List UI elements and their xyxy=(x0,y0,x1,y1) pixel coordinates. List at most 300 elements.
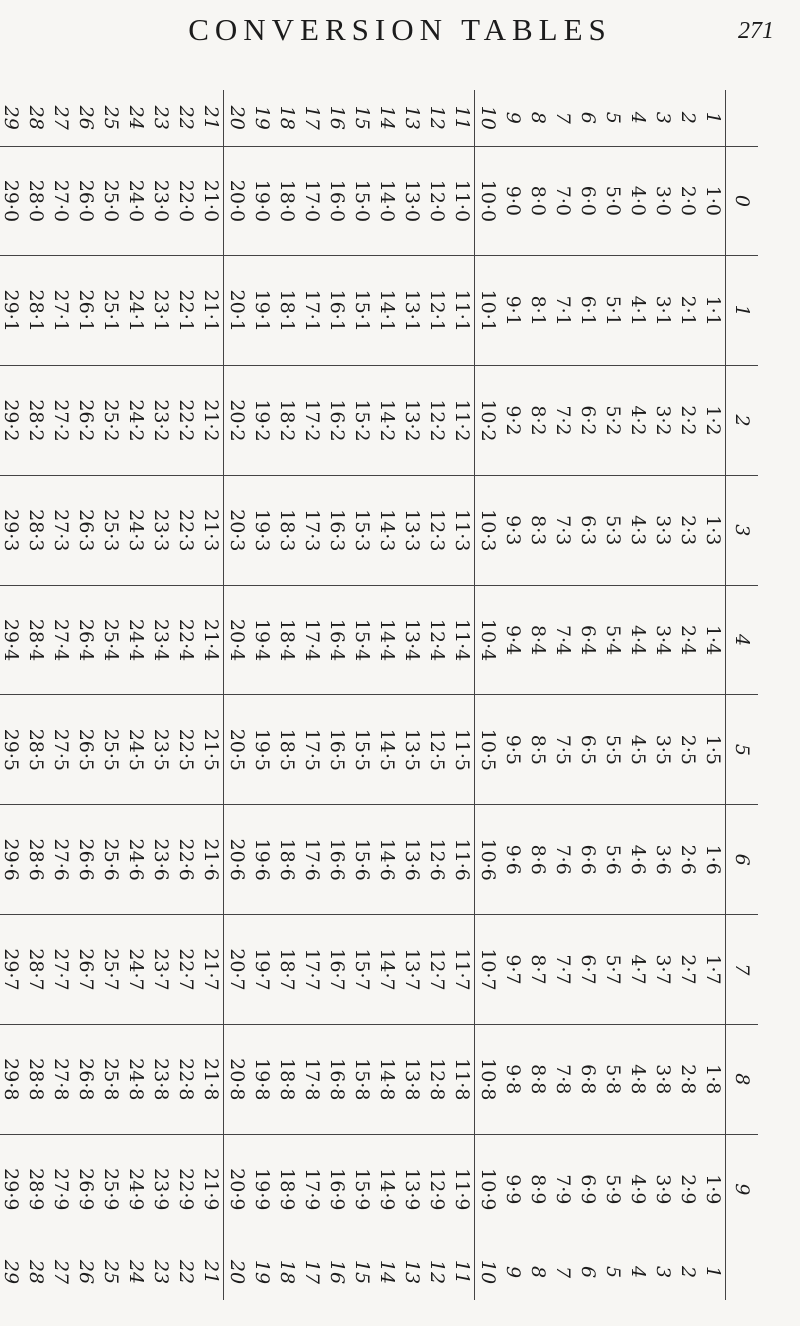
page-number: 271 xyxy=(738,18,774,44)
column-header: 4 xyxy=(726,585,759,695)
table-cell: 29·8 xyxy=(0,1024,23,1134)
row-number-left: 19 xyxy=(251,105,273,130)
table-body xyxy=(0,90,726,1300)
table-cell: 6·1 xyxy=(575,256,600,366)
table-cell: 25·2 xyxy=(98,366,123,476)
table-cell: 8·4 xyxy=(525,585,550,695)
table-cell: 25·9 xyxy=(98,1134,123,1244)
row-number-left: 12 xyxy=(426,105,448,130)
table-cell: 15·3 xyxy=(349,475,374,585)
table-cell: 13·9 xyxy=(399,1134,424,1244)
table-cell: 19·6 xyxy=(249,805,274,915)
table-cell: 10·3 xyxy=(475,475,501,585)
row-number-right: 6 xyxy=(577,1265,599,1279)
table-cell: 2·4 xyxy=(675,585,700,695)
table-cell: 25·5 xyxy=(98,695,123,805)
corner-cell xyxy=(726,1244,759,1300)
table-cell: 23·2 xyxy=(148,366,173,476)
table-cell: 14·8 xyxy=(374,1024,399,1134)
table-cell: 6·5 xyxy=(575,695,600,805)
table-cell: 14·5 xyxy=(374,695,399,805)
table-cell: 23·0 xyxy=(148,146,173,256)
table-cell: 23·7 xyxy=(148,915,173,1025)
page-title: CONVERSION TABLES xyxy=(188,12,612,47)
corner-cell xyxy=(726,90,759,146)
table-cell: 22·8 xyxy=(173,1024,198,1134)
table-cell: 21·3 xyxy=(198,475,224,585)
table-cell: 19·5 xyxy=(249,695,274,805)
row-number-right: 27 xyxy=(50,1259,72,1285)
table-cell: 9·6 xyxy=(500,805,525,915)
table-cell: 1·4 xyxy=(700,585,726,695)
table-cell: 13·1 xyxy=(399,256,424,366)
table-cell: 25·7 xyxy=(98,915,123,1025)
table-cell: 7·5 xyxy=(550,695,575,805)
row-number-left: 20 xyxy=(226,105,248,130)
table-cell: 6·0 xyxy=(575,146,600,256)
table-cell: 16·1 xyxy=(324,256,349,366)
column-header-row xyxy=(726,90,759,1300)
table-row xyxy=(525,90,550,1300)
table-cell: 13·5 xyxy=(399,695,424,805)
table-cell: 11·0 xyxy=(449,146,475,256)
table-cell: 20·5 xyxy=(224,695,250,805)
table-cell: 25·6 xyxy=(98,805,123,915)
table-cell: 20·8 xyxy=(224,1024,250,1134)
row-number-left: 11 xyxy=(449,90,475,146)
table-cell: 25·0 xyxy=(98,146,123,256)
table-cell: 17·5 xyxy=(299,695,324,805)
table-cell: 1·2 xyxy=(700,366,726,476)
table-cell: 29·9 xyxy=(0,1134,23,1244)
table-cell: 20·0 xyxy=(224,146,250,256)
table-cell: 2·2 xyxy=(675,366,700,476)
table-cell: 13·3 xyxy=(399,475,424,585)
row-number-right: 19 xyxy=(251,1259,273,1285)
table-cell: 4·6 xyxy=(625,805,650,915)
table-cell: 11·6 xyxy=(449,805,475,915)
table-cell: 24·8 xyxy=(123,1024,148,1134)
table-cell: 27·6 xyxy=(48,805,73,915)
table-row xyxy=(625,90,650,1300)
table-cell: 26·7 xyxy=(73,915,98,1025)
table-cell: 12·6 xyxy=(424,805,449,915)
table-cell: 9·8 xyxy=(500,1024,525,1134)
table-cell: 9·1 xyxy=(500,256,525,366)
table-cell: 7·4 xyxy=(550,585,575,695)
table-cell: 16·2 xyxy=(324,366,349,476)
table-cell: 21·9 xyxy=(198,1134,224,1244)
table-cell: 5·5 xyxy=(600,695,625,805)
table-cell: 13·2 xyxy=(399,366,424,476)
table-cell: 20·2 xyxy=(224,366,250,476)
table-cell: 10·5 xyxy=(475,695,501,805)
table-cell: 2·6 xyxy=(675,805,700,915)
table-cell: 18·2 xyxy=(274,366,299,476)
table-cell: 29·2 xyxy=(0,366,23,476)
table-cell: 21·1 xyxy=(198,256,224,366)
table-cell: 22·6 xyxy=(173,805,198,915)
table-cell: 26·3 xyxy=(73,475,98,585)
table-cell: 1·6 xyxy=(700,805,726,915)
table-cell: 1·1 xyxy=(700,256,726,366)
table-cell: 15·6 xyxy=(349,805,374,915)
row-number-right: 12 xyxy=(426,1259,448,1285)
table-cell: 25·1 xyxy=(98,256,123,366)
table-cell: 13·8 xyxy=(399,1024,424,1134)
column-header: 0 xyxy=(726,146,759,256)
table-row xyxy=(475,90,501,1300)
table-cell: 7·3 xyxy=(550,475,575,585)
table-cell: 2·1 xyxy=(675,256,700,366)
table-cell: 17·6 xyxy=(299,805,324,915)
table-cell: 19·3 xyxy=(249,475,274,585)
table-cell: 8·7 xyxy=(525,915,550,1025)
table-cell: 26·1 xyxy=(73,256,98,366)
table-cell: 12·0 xyxy=(424,146,449,256)
table-cell: 20·7 xyxy=(224,915,250,1025)
table-cell: 21·7 xyxy=(198,915,224,1025)
table-cell: 9·5 xyxy=(500,695,525,805)
table-cell: 22·2 xyxy=(173,366,198,476)
table-row xyxy=(198,90,224,1300)
table-cell: 4·5 xyxy=(625,695,650,805)
table-cell: 27·9 xyxy=(48,1134,73,1244)
table-cell: 10·2 xyxy=(475,366,501,476)
table-cell: 17·4 xyxy=(299,585,324,695)
table-cell: 9·9 xyxy=(500,1134,525,1244)
table-row xyxy=(73,90,98,1300)
table-row xyxy=(349,90,374,1300)
row-number-right: 4 xyxy=(627,1265,649,1279)
table-cell: 2·7 xyxy=(675,915,700,1025)
table-cell: 26·4 xyxy=(73,585,98,695)
table-cell: 16·3 xyxy=(324,475,349,585)
table-cell: 8·1 xyxy=(525,256,550,366)
table-cell: 7·1 xyxy=(550,256,575,366)
table-cell: 10·7 xyxy=(475,915,501,1025)
table-row xyxy=(675,90,700,1300)
table-cell: 22·5 xyxy=(173,695,198,805)
row-number-left: 26 xyxy=(75,105,97,130)
row-number-left: 9 xyxy=(502,111,524,124)
table-cell: 3·7 xyxy=(650,915,675,1025)
table-cell: 21·8 xyxy=(198,1024,224,1134)
table-cell: 16·5 xyxy=(324,695,349,805)
table-cell: 4·9 xyxy=(625,1134,650,1244)
row-number-right: 3 xyxy=(652,1265,674,1279)
row-number-right: 29 xyxy=(0,1259,22,1285)
table-cell: 19·1 xyxy=(249,256,274,366)
row-number-left: 18 xyxy=(276,105,298,130)
table-cell: 28·3 xyxy=(23,475,48,585)
row-number-left: 27 xyxy=(50,105,72,130)
table-cell: 26·2 xyxy=(73,366,98,476)
row-number-right: 16 xyxy=(326,1259,348,1285)
row-number-left: 4 xyxy=(627,111,649,124)
table-cell: 7·9 xyxy=(550,1134,575,1244)
table-cell: 14·1 xyxy=(374,256,399,366)
table-cell: 12·9 xyxy=(424,1134,449,1244)
table-cell: 24·5 xyxy=(123,695,148,805)
table-cell: 9·2 xyxy=(500,366,525,476)
table-cell: 21·6 xyxy=(198,805,224,915)
table-cell: 18·7 xyxy=(274,915,299,1025)
table-cell: 12·5 xyxy=(424,695,449,805)
row-number-left: 3 xyxy=(652,111,674,124)
row-number-left: 8 xyxy=(527,111,549,124)
table-row xyxy=(48,90,73,1300)
table-cell: 3·4 xyxy=(650,585,675,695)
table-cell: 19·7 xyxy=(249,915,274,1025)
table-row xyxy=(650,90,675,1300)
table-cell: 23·6 xyxy=(148,805,173,915)
table-cell: 4·7 xyxy=(625,915,650,1025)
row-number-left: 14 xyxy=(376,105,398,130)
table-cell: 23·9 xyxy=(148,1134,173,1244)
table-cell: 16·9 xyxy=(324,1134,349,1244)
row-number-left: 10 xyxy=(477,105,499,130)
table-row xyxy=(575,90,600,1300)
table-row xyxy=(399,90,424,1300)
table-row xyxy=(98,90,123,1300)
table-cell: 1·8 xyxy=(700,1024,726,1134)
table-cell: 12·3 xyxy=(424,475,449,585)
row-number-right: 11 xyxy=(449,1244,475,1300)
row-number-right: 24 xyxy=(125,1259,147,1285)
table-cell: 18·8 xyxy=(274,1024,299,1134)
table-cell: 27·2 xyxy=(48,366,73,476)
table-cell: 2·5 xyxy=(675,695,700,805)
table-cell: 24·1 xyxy=(123,256,148,366)
table-cell: 1·7 xyxy=(700,915,726,1025)
table-cell: 21·2 xyxy=(198,366,224,476)
table-cell: 28·6 xyxy=(23,805,48,915)
row-number-left: 17 xyxy=(301,105,323,130)
table-cell: 13·4 xyxy=(399,585,424,695)
row-number-right: 2 xyxy=(677,1265,699,1279)
table-cell: 17·7 xyxy=(299,915,324,1025)
table-cell: 5·1 xyxy=(600,256,625,366)
table-cell: 15·0 xyxy=(349,146,374,256)
table-cell: 5·8 xyxy=(600,1024,625,1134)
row-number-right: 15 xyxy=(351,1259,373,1285)
table-cell: 14·0 xyxy=(374,146,399,256)
table-cell: 4·8 xyxy=(625,1024,650,1134)
table-row xyxy=(424,90,449,1300)
table-cell: 16·0 xyxy=(324,146,349,256)
table-cell: 14·2 xyxy=(374,366,399,476)
table-cell: 17·8 xyxy=(299,1024,324,1134)
table-cell: 29·1 xyxy=(0,256,23,366)
table-cell: 26·5 xyxy=(73,695,98,805)
table-cell: 21·0 xyxy=(198,146,224,256)
column-header: 6 xyxy=(726,805,759,915)
row-number-left: 5 xyxy=(602,111,624,124)
table-row xyxy=(550,90,575,1300)
table-cell: 14·9 xyxy=(374,1134,399,1244)
table-cell: 6·2 xyxy=(575,366,600,476)
table-cell: 15·8 xyxy=(349,1024,374,1134)
table-cell: 17·9 xyxy=(299,1134,324,1244)
row-number-left: 15 xyxy=(351,105,373,130)
row-number-left: 13 xyxy=(401,105,423,130)
row-number-left: 21 xyxy=(198,90,224,146)
table-cell: 3·3 xyxy=(650,475,675,585)
table-cell: 7·7 xyxy=(550,915,575,1025)
table-cell: 25·4 xyxy=(98,585,123,695)
table-cell: 4·3 xyxy=(625,475,650,585)
table-cell: 8·6 xyxy=(525,805,550,915)
table-cell: 18·3 xyxy=(274,475,299,585)
table-cell: 11·9 xyxy=(449,1134,475,1244)
table-row xyxy=(173,90,198,1300)
table-cell: 14·3 xyxy=(374,475,399,585)
table-cell: 18·6 xyxy=(274,805,299,915)
table-cell: 22·1 xyxy=(173,256,198,366)
table-cell: 22·7 xyxy=(173,915,198,1025)
table-cell: 24·6 xyxy=(123,805,148,915)
table-cell: 12·8 xyxy=(424,1024,449,1134)
table-cell: 18·0 xyxy=(274,146,299,256)
row-number-right: 1 xyxy=(702,1265,724,1279)
table-cell: 19·9 xyxy=(249,1134,274,1244)
table-cell: 11·7 xyxy=(449,915,475,1025)
table-cell: 3·6 xyxy=(650,805,675,915)
table-cell: 3·2 xyxy=(650,366,675,476)
table-row xyxy=(299,90,324,1300)
table-cell: 4·4 xyxy=(625,585,650,695)
table-row xyxy=(324,90,349,1300)
table-cell: 26·8 xyxy=(73,1024,98,1134)
row-number-right: 18 xyxy=(276,1259,298,1285)
table-cell: 1·3 xyxy=(700,475,726,585)
table-cell: 27·4 xyxy=(48,585,73,695)
column-header: 8 xyxy=(726,1024,759,1134)
conversion-table xyxy=(0,90,758,1300)
table-cell: 4·1 xyxy=(625,256,650,366)
table-cell: 23·3 xyxy=(148,475,173,585)
table-cell: 2·3 xyxy=(675,475,700,585)
table-cell: 1·0 xyxy=(700,146,726,256)
table-cell: 14·6 xyxy=(374,805,399,915)
row-number-right: 10 xyxy=(477,1259,499,1285)
row-number-right: 9 xyxy=(502,1265,524,1279)
table-cell: 28·5 xyxy=(23,695,48,805)
table-cell: 29·5 xyxy=(0,695,23,805)
table-cell: 23·5 xyxy=(148,695,173,805)
table-cell: 5·0 xyxy=(600,146,625,256)
table-cell: 12·2 xyxy=(424,366,449,476)
table-cell: 15·7 xyxy=(349,915,374,1025)
table-cell: 27·0 xyxy=(48,146,73,256)
table-cell: 10·1 xyxy=(475,256,501,366)
table-cell: 28·7 xyxy=(23,915,48,1025)
row-number-right: 21 xyxy=(198,1244,224,1300)
row-number-left: 23 xyxy=(150,105,172,130)
row-number-left: 2 xyxy=(677,111,699,124)
page-header xyxy=(0,0,800,100)
table-cell: 28·8 xyxy=(23,1024,48,1134)
table-cell: 10·4 xyxy=(475,585,501,695)
table-cell: 9·0 xyxy=(500,146,525,256)
row-number-left: 6 xyxy=(577,111,599,124)
row-number-right: 5 xyxy=(602,1265,624,1279)
table-row xyxy=(249,90,274,1300)
table-row xyxy=(600,90,625,1300)
table-cell: 15·9 xyxy=(349,1134,374,1244)
table-cell: 13·7 xyxy=(399,915,424,1025)
table-cell: 26·0 xyxy=(73,146,98,256)
table-cell: 3·5 xyxy=(650,695,675,805)
table-header xyxy=(726,90,759,1300)
table-row xyxy=(700,90,726,1300)
table-cell: 15·1 xyxy=(349,256,374,366)
table-cell: 20·1 xyxy=(224,256,250,366)
row-number-left: 1 xyxy=(702,111,724,124)
table-cell: 24·0 xyxy=(123,146,148,256)
table-cell: 29·7 xyxy=(0,915,23,1025)
column-header: 1 xyxy=(726,256,759,366)
table-cell: 28·4 xyxy=(23,585,48,695)
table-cell: 15·4 xyxy=(349,585,374,695)
table-cell: 11·1 xyxy=(449,256,475,366)
row-number-left: 29 xyxy=(0,105,22,130)
table-cell: 22·3 xyxy=(173,475,198,585)
table-cell: 10·8 xyxy=(475,1024,501,1134)
row-number-right: 25 xyxy=(100,1259,122,1285)
table-row xyxy=(0,90,23,1300)
table-cell: 28·1 xyxy=(23,256,48,366)
table-cell: 9·7 xyxy=(500,915,525,1025)
table-cell: 2·8 xyxy=(675,1024,700,1134)
table-cell: 7·2 xyxy=(550,366,575,476)
table-cell: 27·5 xyxy=(48,695,73,805)
table-cell: 11·2 xyxy=(449,366,475,476)
table-cell: 18·9 xyxy=(274,1134,299,1244)
table-cell: 5·3 xyxy=(600,475,625,585)
table-cell: 5·7 xyxy=(600,915,625,1025)
column-header: 7 xyxy=(726,915,759,1025)
table-row xyxy=(148,90,173,1300)
row-number-right: 20 xyxy=(226,1259,248,1285)
table-cell: 3·0 xyxy=(650,146,675,256)
table-cell: 6·9 xyxy=(575,1134,600,1244)
table-cell: 22·4 xyxy=(173,585,198,695)
table-cell: 7·6 xyxy=(550,805,575,915)
table-cell: 29·4 xyxy=(0,585,23,695)
column-header: 9 xyxy=(726,1134,759,1244)
table-cell: 12·4 xyxy=(424,585,449,695)
table-cell: 17·3 xyxy=(299,475,324,585)
table-row xyxy=(23,90,48,1300)
table-cell: 29·6 xyxy=(0,805,23,915)
table-cell: 8·8 xyxy=(525,1024,550,1134)
table-cell: 25·8 xyxy=(98,1024,123,1134)
row-number-right: 28 xyxy=(25,1259,47,1285)
table-row xyxy=(224,90,250,1300)
table-cell: 8·3 xyxy=(525,475,550,585)
table-cell: 24·2 xyxy=(123,366,148,476)
table-cell: 11·8 xyxy=(449,1024,475,1134)
table-cell: 4·2 xyxy=(625,366,650,476)
rotated-table-region xyxy=(0,90,758,1300)
table-cell: 20·6 xyxy=(224,805,250,915)
table-cell: 28·9 xyxy=(23,1134,48,1244)
table-cell: 18·5 xyxy=(274,695,299,805)
row-number-left: 22 xyxy=(175,105,197,130)
table-cell: 22·0 xyxy=(173,146,198,256)
